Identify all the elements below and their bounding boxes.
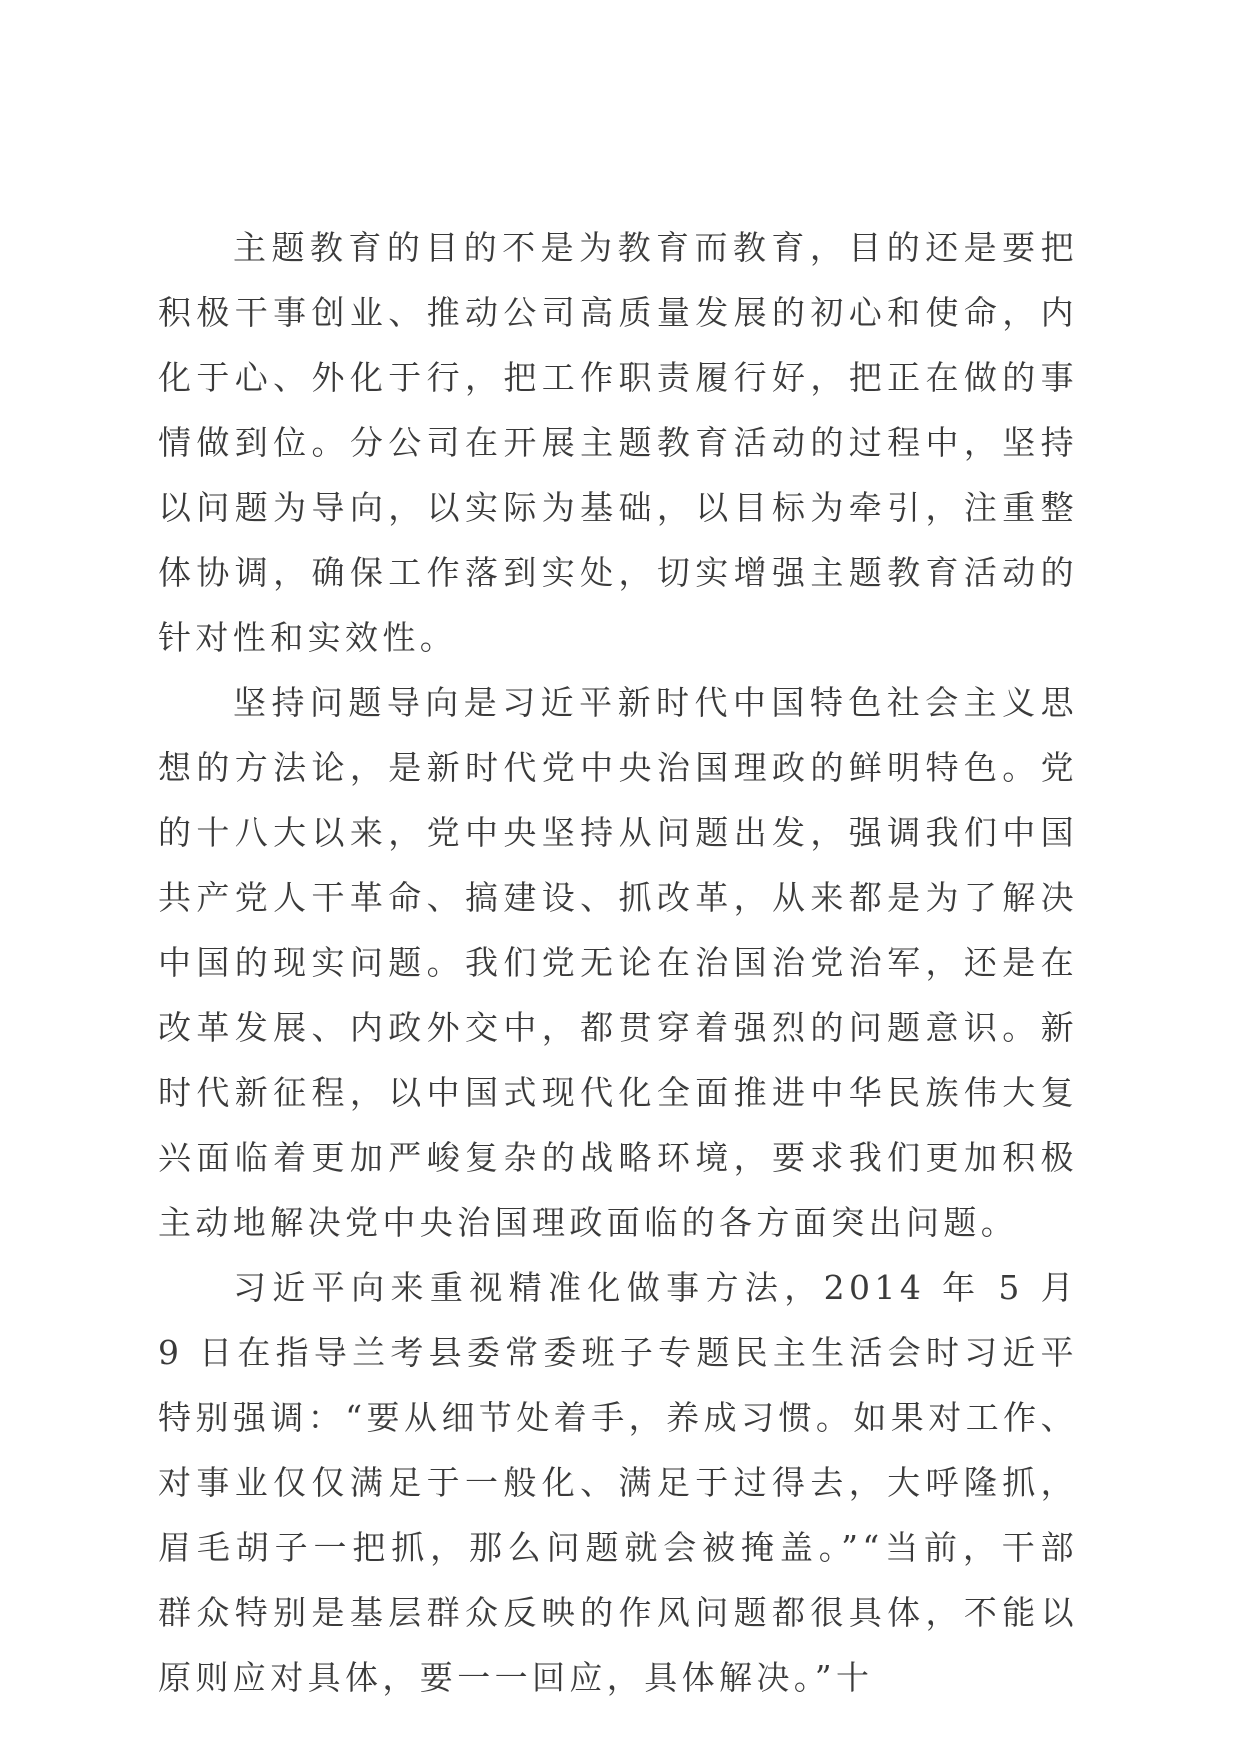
paragraph-problem-orientation: 坚持问题导向是习近平新时代中国特色社会主义思想的方法论，是新时代党中央治国理政的鲜明特色。党的十八大以来，党中央坚持从问题出发，强调我们中国共产党人干革命、搞建设、抓改革，从来都是为了解决中国的现实问题。我们党无论在治国治党治军，还是在改革发展、内政外交中，都贯穿着强烈的问题意识。新时代新征程，以中国式现代化全面推进中华民族伟大复兴面临着更加严峻复杂的战略环境，要求我们更加积极主动地解决党中央治国理政面临的各方面突出问题。: [158, 683, 1078, 1242]
paragraph-theme-education: 主题教育的目的不是为教育而教育，目的还是要把积极干事创业、推动公司高质量发展的初心和使命，内化于心、外化于行，把工作职责履行好，把正在做的事情做到位。分公司在开展主题教育活动的过程中，坚持以问题为导向，以实际为基础，以目标为牵引，注重整体协调，确保工作落到实处，切实增强主题教育活动的针对性和实效性。: [158, 228, 1078, 657]
paragraph-precise-methods: 习近平向来重视精准化做事方法，2014 年 5 月 9 日在指导兰考县委常委班子专题民主生活会时习近平特别强调：“要从细节处着手，养成习惯。如果对工作、对事业仅仅满足于一般化、满足于过得去，大呼隆抓，眉毛胡子一把抓，那么问题就会被掩盖。”“当前，干部群众特别是基层群众反映的作风问题都很具体，不能以原则应对具体，要一一回应，具体解决。”十: [158, 1268, 1078, 1697]
document-body: [158, 215, 1078, 1710]
